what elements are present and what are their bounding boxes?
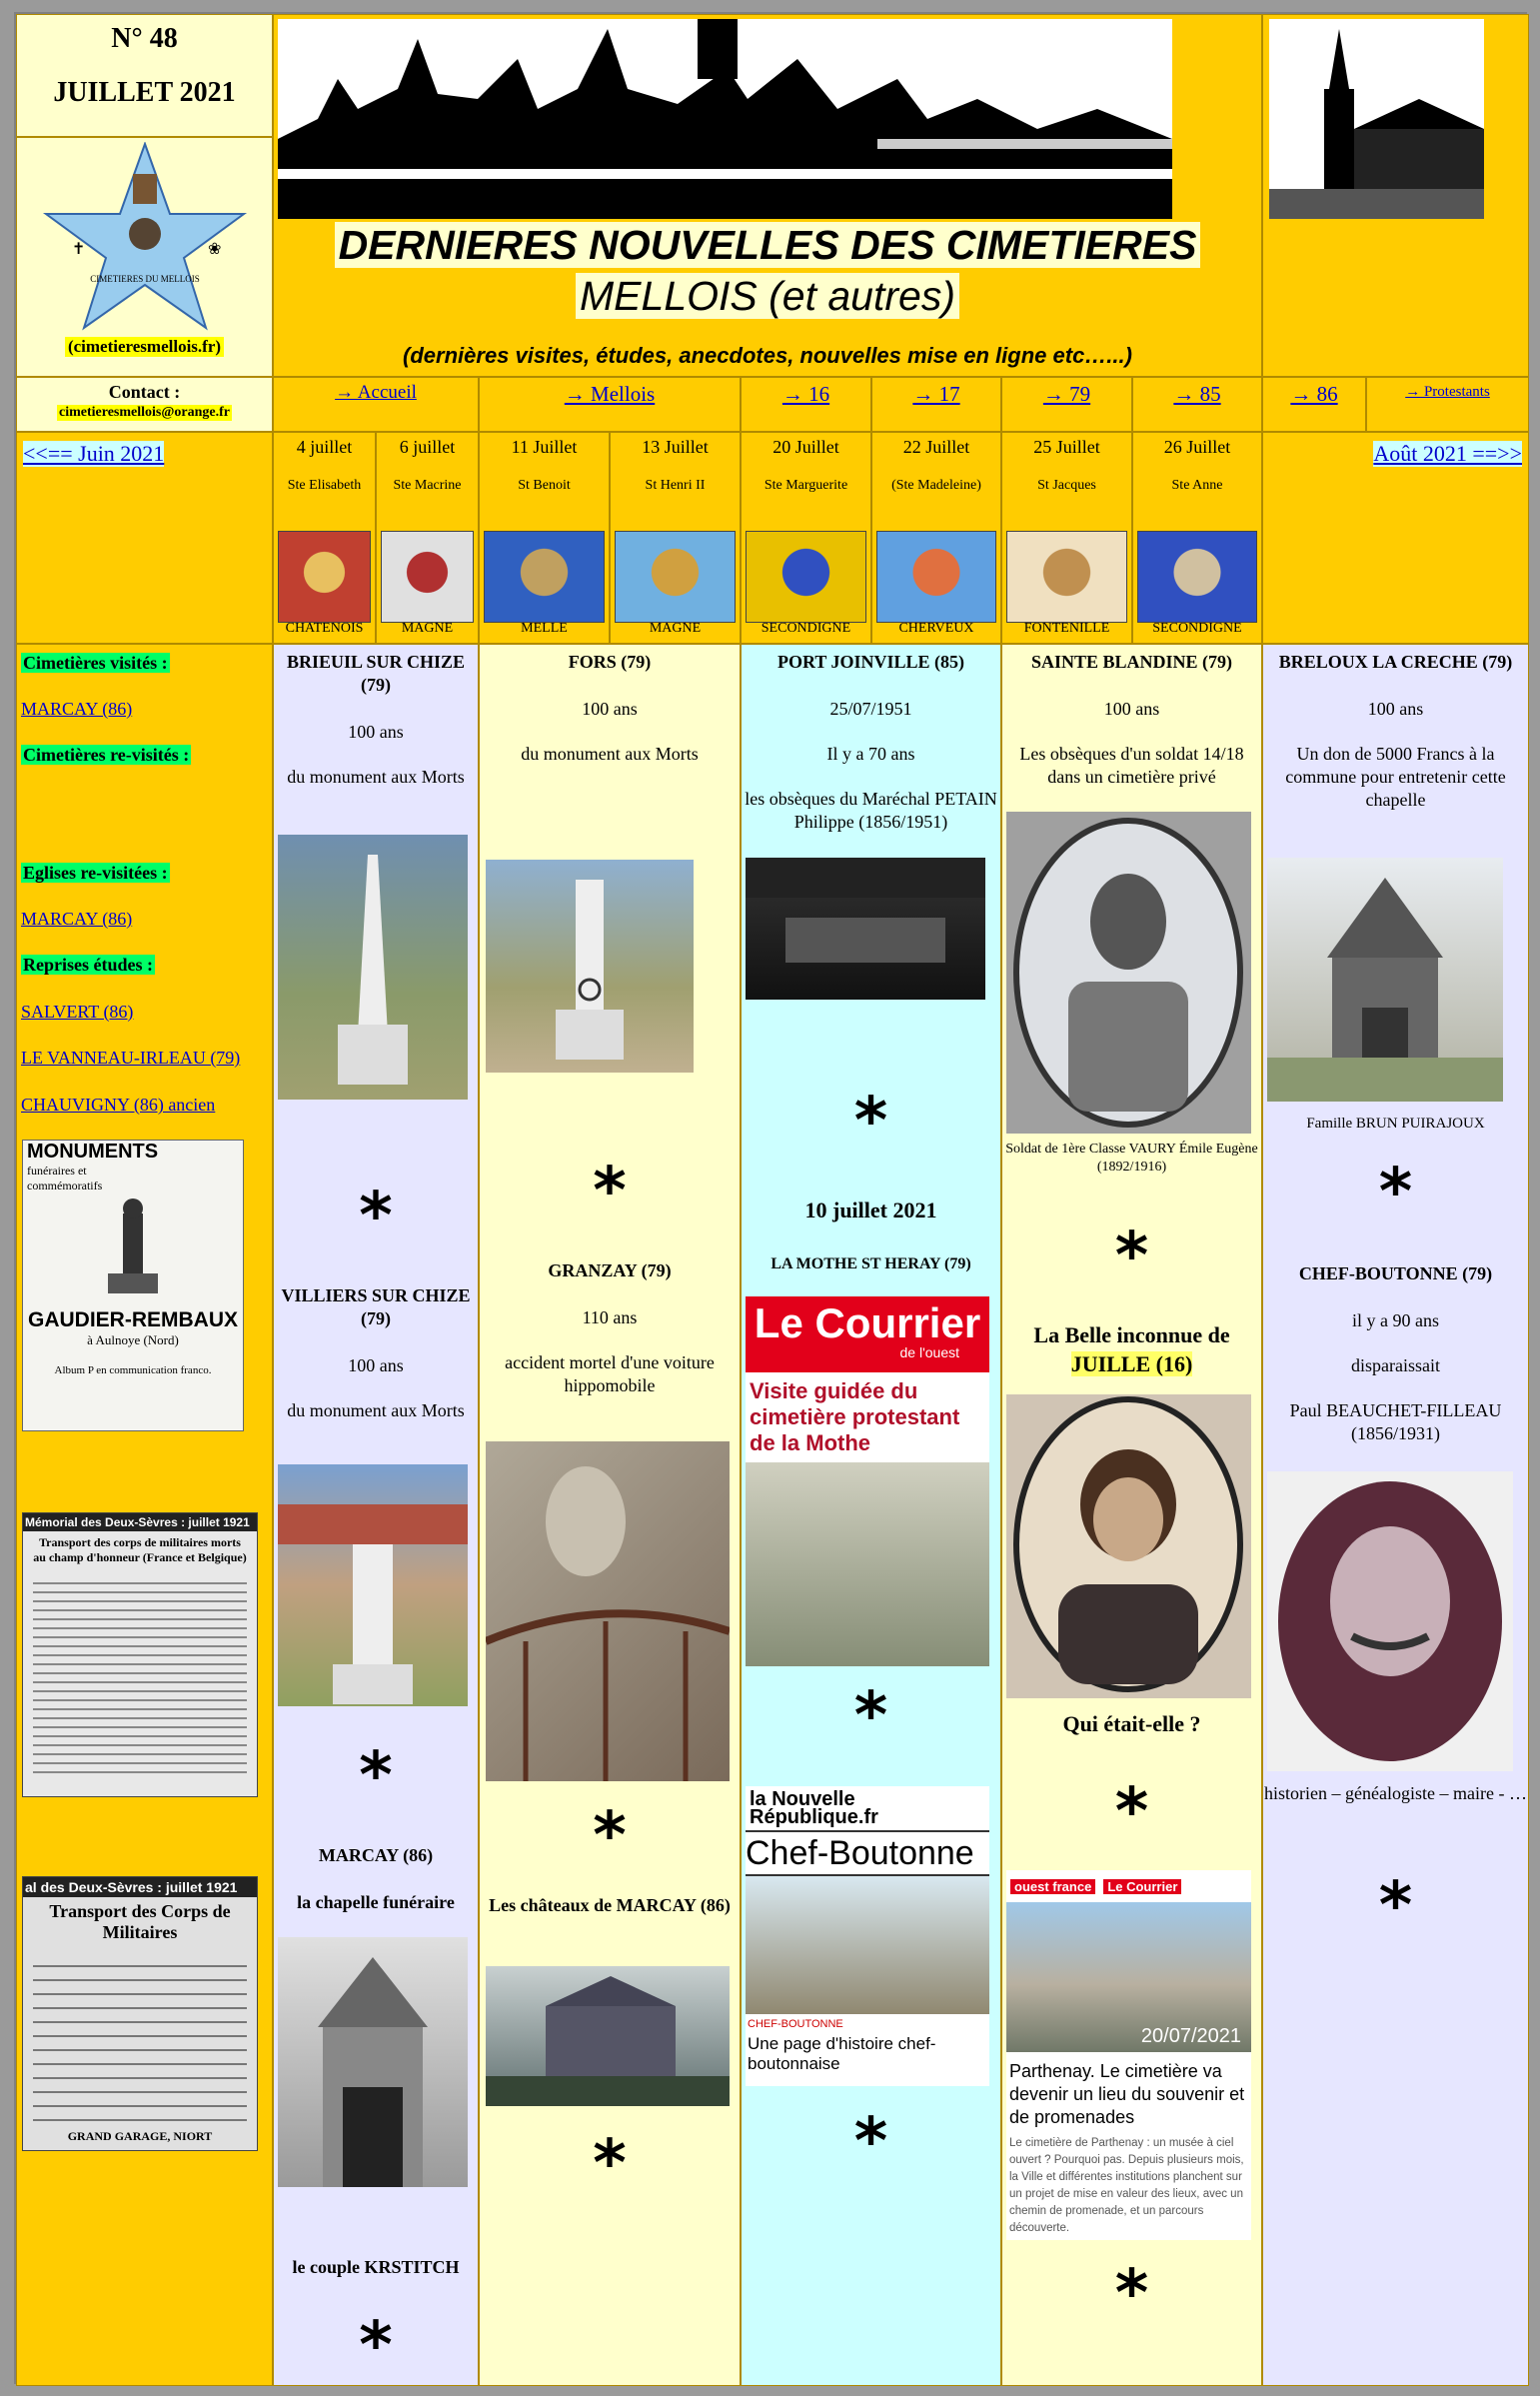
vaury-caption: Soldat de 1ère Classe VAURY Émile Eugène (1892/1916) — [1005, 1142, 1258, 1175]
separator-star: * — [359, 2309, 393, 2383]
title-box — [273, 14, 1262, 377]
courrier-logo-sub: de l'ouest — [899, 1344, 959, 1360]
saint-place: MAGNE — [649, 621, 702, 636]
entry-title: MARCAY (86) — [318, 1845, 434, 1865]
nav-79-link[interactable]: → 79 — [1042, 382, 1091, 406]
saint-name: St Jacques — [1037, 478, 1096, 493]
cemetery-photo-icon — [278, 19, 1172, 219]
saint-cell[interactable] — [610, 432, 741, 644]
separator-star: * — [853, 1679, 888, 1753]
entry-line: Paul BEAUCHET-FILLEAU (1856/1931) — [1289, 1400, 1502, 1443]
courrier-article[interactable] — [746, 1296, 989, 1666]
entry-title: PORT JOINVILLE (85) — [776, 652, 965, 672]
saint-cell[interactable] — [871, 432, 1001, 644]
entry-line: 100 ans — [348, 1355, 404, 1375]
saint-cell[interactable] — [1001, 432, 1132, 644]
entry-line: disparaissait — [1351, 1355, 1440, 1375]
clipping-2 — [22, 1876, 258, 2151]
entry-fors[interactable] — [480, 651, 740, 766]
nav-accueil-link[interactable]: → Accueil — [335, 382, 417, 403]
prev-month-link[interactable]: <<== Juin 2021 — [23, 441, 165, 466]
saint-place: SECONDIGNE — [761, 621, 851, 636]
nr-logo-1: la Nouvelle — [750, 1788, 855, 1810]
of-logos — [1006, 1870, 1251, 1902]
breloux-chapel-photo — [1267, 858, 1503, 1102]
entry-sainte-blandine[interactable] — [1002, 651, 1261, 789]
contact-email[interactable]: cimetieresmellois@orange.fr — [59, 405, 230, 420]
next-month-box — [1262, 432, 1529, 644]
separator-star: * — [1378, 1869, 1413, 1943]
monument-drawing-icon — [73, 1194, 193, 1303]
entry-line: Un don de 5000 Francs à la commune pour entretenir cette chapelle — [1285, 744, 1506, 810]
main-title — [274, 220, 1261, 322]
clip2-title: al des Deux-Sèvres : juillet 1921 — [23, 1877, 257, 1897]
nr-logo — [746, 1786, 989, 1826]
separator-star: * — [1378, 1156, 1413, 1229]
main-title-line1: DERNIERES NOUVELLES DES CIMETIERES — [335, 222, 1201, 268]
nr-headline: Une page d'histoire chef-boutonnaise — [748, 2034, 936, 2073]
entry-line: Les obsèques d'un soldat 14/18 dans un cimetière privé — [1019, 744, 1244, 787]
juille-question: Qui était-elle ? — [1062, 1711, 1201, 1736]
visited-title: Cimetières visités : — [23, 653, 168, 673]
saint-date: 4 juillet — [296, 437, 353, 457]
clip2-body-lines — [33, 1953, 247, 2123]
entry-juille[interactable] — [1002, 1320, 1261, 1378]
ad-title: MONUMENTS — [27, 1141, 159, 1163]
entry-title-marcay-chateaux[interactable]: Les châteaux de MARCAY (86) — [489, 1895, 731, 1915]
separator-star: * — [1114, 2257, 1149, 2331]
clip2-head: Transport des Corps de Militaires — [49, 1901, 231, 1942]
star-logo-icon — [30, 142, 260, 332]
entry-line: du monument aux Morts — [287, 767, 465, 787]
nav-85-link[interactable]: → 85 — [1173, 382, 1221, 406]
saint-name: St Benoit — [518, 478, 571, 493]
stained-glass-icon — [876, 531, 996, 623]
villiers-monument-photo — [278, 1464, 468, 1706]
entry-title: FORS (79) — [568, 652, 652, 672]
study-link-salvert[interactable]: SALVERT (86) — [21, 1002, 134, 1022]
nav-79[interactable] — [1001, 377, 1132, 432]
contact-label: Contact : — [108, 382, 181, 402]
courrier-headline: Visite guidée du cimetière protestant de la Mothe — [750, 1378, 960, 1455]
column-1 — [273, 644, 479, 2386]
next-month-link[interactable]: Août 2021 ==>> — [1373, 441, 1522, 466]
saint-cell[interactable] — [376, 432, 479, 644]
entry-line: il y a 90 ans — [1352, 1310, 1439, 1330]
entry-breloux[interactable] — [1263, 651, 1528, 812]
stained-glass-icon — [746, 531, 866, 623]
fors-monument-photo — [486, 860, 694, 1073]
courrier-logo-text: Le Courrier — [754, 1299, 981, 1346]
contact-box — [16, 377, 273, 432]
nav-protestants[interactable] — [1366, 377, 1529, 432]
nav-mellois-link[interactable]: → Mellois — [564, 382, 656, 406]
churches-title: Eglises re-visitées : — [23, 863, 168, 883]
stained-glass-icon — [278, 531, 371, 623]
study-link-chauvigny[interactable]: CHAUVIGNY (86) ancien — [21, 1095, 216, 1115]
of-logo-1: ouest france — [1010, 1879, 1095, 1894]
courrier-photo — [746, 1462, 989, 1666]
petain-funeral-photo — [746, 858, 985, 1000]
ad-city: à Aulnoye (Nord) — [87, 1332, 179, 1347]
entry-line: 100 ans — [582, 699, 638, 719]
juille-portrait-photo — [1006, 1394, 1251, 1698]
entry-title: CHEF-BOUTONNE (79) — [1298, 1263, 1493, 1283]
entry-title: SAINTE BLANDINE (79) — [1030, 652, 1233, 672]
clipping-1 — [22, 1512, 258, 1797]
of-date: 20/07/2021 — [1140, 2025, 1241, 2047]
nav-17-link[interactable]: → 17 — [912, 382, 960, 406]
entry-brieuil[interactable] — [274, 651, 478, 789]
entry-port-joinville[interactable] — [742, 651, 1000, 834]
svg-text:❀: ❀ — [207, 239, 221, 258]
sidebar — [16, 644, 273, 2386]
entry-title-krstitch[interactable]: le couple KRSTITCH — [292, 2257, 460, 2277]
juille-title-1: La Belle inconnue de — [1033, 1322, 1230, 1347]
entry-line: la chapelle funéraire — [297, 1892, 455, 1912]
separator-star: * — [593, 1155, 627, 1228]
issue-box — [16, 14, 273, 137]
nav-85[interactable] — [1132, 377, 1262, 432]
separator-star: * — [593, 1799, 627, 1873]
clip2-foot: GRAND GARAGE, NIORT — [67, 2129, 213, 2143]
nav-16-link[interactable]: → 16 — [781, 382, 830, 406]
separator-star: * — [1114, 1219, 1149, 1293]
beauchet-caption: historien – généalogiste – maire - … — [1264, 1783, 1527, 1803]
of-photo — [1006, 1902, 1251, 2052]
entry-title: VILLIERS SUR CHIZE (79) — [281, 1285, 471, 1328]
saint-place: CHATENOIS — [285, 621, 364, 636]
column-4 — [1001, 644, 1262, 2386]
svg-text:✝: ✝ — [71, 239, 85, 258]
stained-glass-icon — [615, 531, 736, 623]
courrier-logo — [746, 1296, 989, 1372]
saint-cell[interactable] — [479, 432, 610, 644]
saint-place: MELLE — [521, 621, 568, 636]
saint-place: CHERVEUX — [898, 621, 974, 636]
issue-date: JUILLET 2021 — [53, 77, 236, 108]
saint-date: 22 Juillet — [902, 437, 970, 457]
church-box — [1262, 14, 1529, 377]
ad-brand: GAUDIER-REMBAUX — [28, 1308, 238, 1331]
study-link-vanneau[interactable]: LE VANNEAU-IRLEAU (79) — [21, 1048, 241, 1068]
entry-line: du monument aux Morts — [521, 744, 699, 764]
subtitle: (dernières visites, études, anecdotes, nouvelles mise en ligne etc…...) — [403, 343, 1132, 368]
stained-glass-icon — [1137, 531, 1257, 623]
entry-line: du monument aux Morts — [287, 1400, 465, 1420]
saint-cell[interactable] — [273, 432, 376, 644]
nr-photo — [746, 1876, 989, 2014]
entry-line: Il y a 70 ans — [826, 744, 915, 764]
stained-glass-icon — [484, 531, 605, 623]
church-link-marcay[interactable]: MARCAY (86) — [21, 909, 133, 929]
logo-site: (cimetieresmellois.fr) — [65, 337, 224, 357]
breloux-caption: Famille BRUN PUIRAJOUX — [1306, 1116, 1485, 1132]
clip1-body-lines — [33, 1575, 247, 1775]
clip1-head: Transport des corps de militaires morts au champ d'honneur (France et Belgique) — [33, 1535, 247, 1564]
stained-glass-icon — [381, 531, 474, 623]
separator-star: * — [593, 2127, 627, 2201]
page — [14, 12, 1527, 2384]
marcay-chateau-photo — [486, 1966, 730, 2106]
saint-name: (Ste Madeleine) — [891, 478, 981, 493]
granzay-grave-photo — [486, 1441, 730, 1781]
entry-line: 100 ans — [1367, 699, 1424, 719]
ad-subtitle: funéraires et commémoratifs — [27, 1164, 103, 1193]
nav-mellois[interactable] — [479, 377, 741, 432]
saint-cell[interactable] — [1132, 432, 1262, 644]
separator-star: * — [1114, 1775, 1149, 1849]
main-title-line2: MELLOIS (et autres) — [576, 273, 959, 319]
saint-date: 20 Juillet — [772, 437, 839, 457]
nav-accueil[interactable] — [273, 377, 479, 432]
juille-title-2: JUILLE (16) — [1070, 1351, 1193, 1376]
saint-cell[interactable] — [741, 432, 871, 644]
prev-month-box — [16, 432, 273, 644]
visited-link-marcay[interactable]: MARCAY (86) — [21, 699, 133, 719]
column-2 — [479, 644, 741, 2386]
entry-title: BRELOUX LA CRECHE (79) — [1278, 652, 1513, 672]
news-date: 10 juillet 2021 — [804, 1198, 937, 1222]
saint-date: 26 Juillet — [1163, 437, 1231, 457]
nav-16[interactable] — [741, 377, 871, 432]
entry-chef-boutonne[interactable] — [1263, 1262, 1528, 1445]
of-logo-2: Le Courrier — [1103, 1879, 1181, 1894]
column-5 — [1262, 644, 1529, 2386]
entry-title-la-mothe[interactable]: LA MOTHE ST HERAY (79) — [770, 1255, 971, 1272]
beauchet-portrait-photo — [1267, 1471, 1513, 1771]
saint-date: 25 Juillet — [1033, 437, 1100, 457]
nav-protestants-link[interactable]: → Protestants — [1405, 384, 1490, 400]
entry-granzay[interactable] — [480, 1259, 740, 1397]
saint-name: Ste Marguerite — [764, 478, 848, 493]
nav-86-link[interactable]: → 86 — [1290, 382, 1338, 406]
saint-date: 11 Juillet — [511, 437, 578, 457]
column-3 — [741, 644, 1001, 2386]
logo-box — [16, 137, 273, 377]
marcay-chapel-photo — [278, 1937, 468, 2187]
nr-tag: CHEF-BOUTONNE — [748, 2018, 843, 2030]
entry-line: 110 ans — [582, 1307, 638, 1327]
saint-date: 6 juillet — [399, 437, 456, 457]
nav-17[interactable] — [871, 377, 1001, 432]
saint-date: 13 Juillet — [642, 437, 709, 457]
logo-caption: CIMETIERES DU MELLOIS — [89, 274, 200, 284]
of-headline: Parthenay. Le cimetière va devenir un lieu du souvenir et de promenades — [1009, 2061, 1245, 2127]
entry-villiers[interactable] — [274, 1284, 478, 1422]
ad-foot: Album P en communication franco. — [54, 1364, 212, 1376]
entry-line: 100 ans — [348, 722, 404, 742]
separator-star: * — [853, 2105, 888, 2179]
saint-name: Ste Anne — [1171, 478, 1223, 493]
nav-86[interactable] — [1262, 377, 1366, 432]
separator-star: * — [359, 1739, 393, 1813]
saint-place: MAGNE — [401, 621, 454, 636]
stained-glass-icon — [1006, 531, 1127, 623]
of-body: Le cimetière de Parthenay : un musée à ciel ouvert ? Pourquoi pas. Depuis plusieurs mois, la Ville et différentes institutions planchent sur un projet de mise en valeur des lieux, avec un chemin de promenade, et un parcours découverte. — [1009, 2137, 1244, 2234]
separator-star: * — [853, 1085, 888, 1159]
entry-marcay-chapel[interactable] — [274, 1844, 478, 1914]
separator-star: * — [359, 1180, 393, 1253]
saint-name: Ste Macrine — [393, 478, 462, 493]
nr-article[interactable] — [746, 1786, 989, 2086]
entry-title: GRANZAY (79) — [548, 1260, 672, 1280]
entry-line: 100 ans — [1103, 699, 1160, 719]
entry-line: les obsèques du Maréchal PETAIN Philippe (1856/1951) — [745, 789, 997, 832]
nr-logo-2: République.fr — [750, 1806, 878, 1828]
revisited-title: Cimetières re-visités : — [23, 745, 190, 765]
vaury-portrait-photo — [1006, 812, 1251, 1134]
saint-place: SECONDIGNE — [1152, 621, 1242, 636]
monuments-ad — [22, 1140, 244, 1431]
brieuil-monument-photo — [278, 835, 468, 1100]
clip1-title: Mémorial des Deux-Sèvres : juillet 1921 — [23, 1513, 257, 1531]
entry-line: accident mortel d'une voiture hippomobile — [505, 1352, 715, 1395]
issue-number: N° 48 — [111, 23, 178, 54]
nr-city: Chef-Boutonne — [746, 1830, 989, 1876]
saint-name: Ste Elisabeth — [287, 478, 362, 493]
entry-line: 25/07/1951 — [829, 699, 912, 719]
saint-place: FONTENILLE — [1023, 621, 1110, 636]
entry-title: BRIEUIL SUR CHIZE (79) — [286, 652, 466, 695]
ouest-france-article[interactable] — [1006, 1870, 1251, 2240]
saint-name: St Henri II — [645, 478, 706, 493]
church-photo-icon — [1269, 19, 1484, 219]
studies-title: Reprises études : — [23, 955, 153, 975]
